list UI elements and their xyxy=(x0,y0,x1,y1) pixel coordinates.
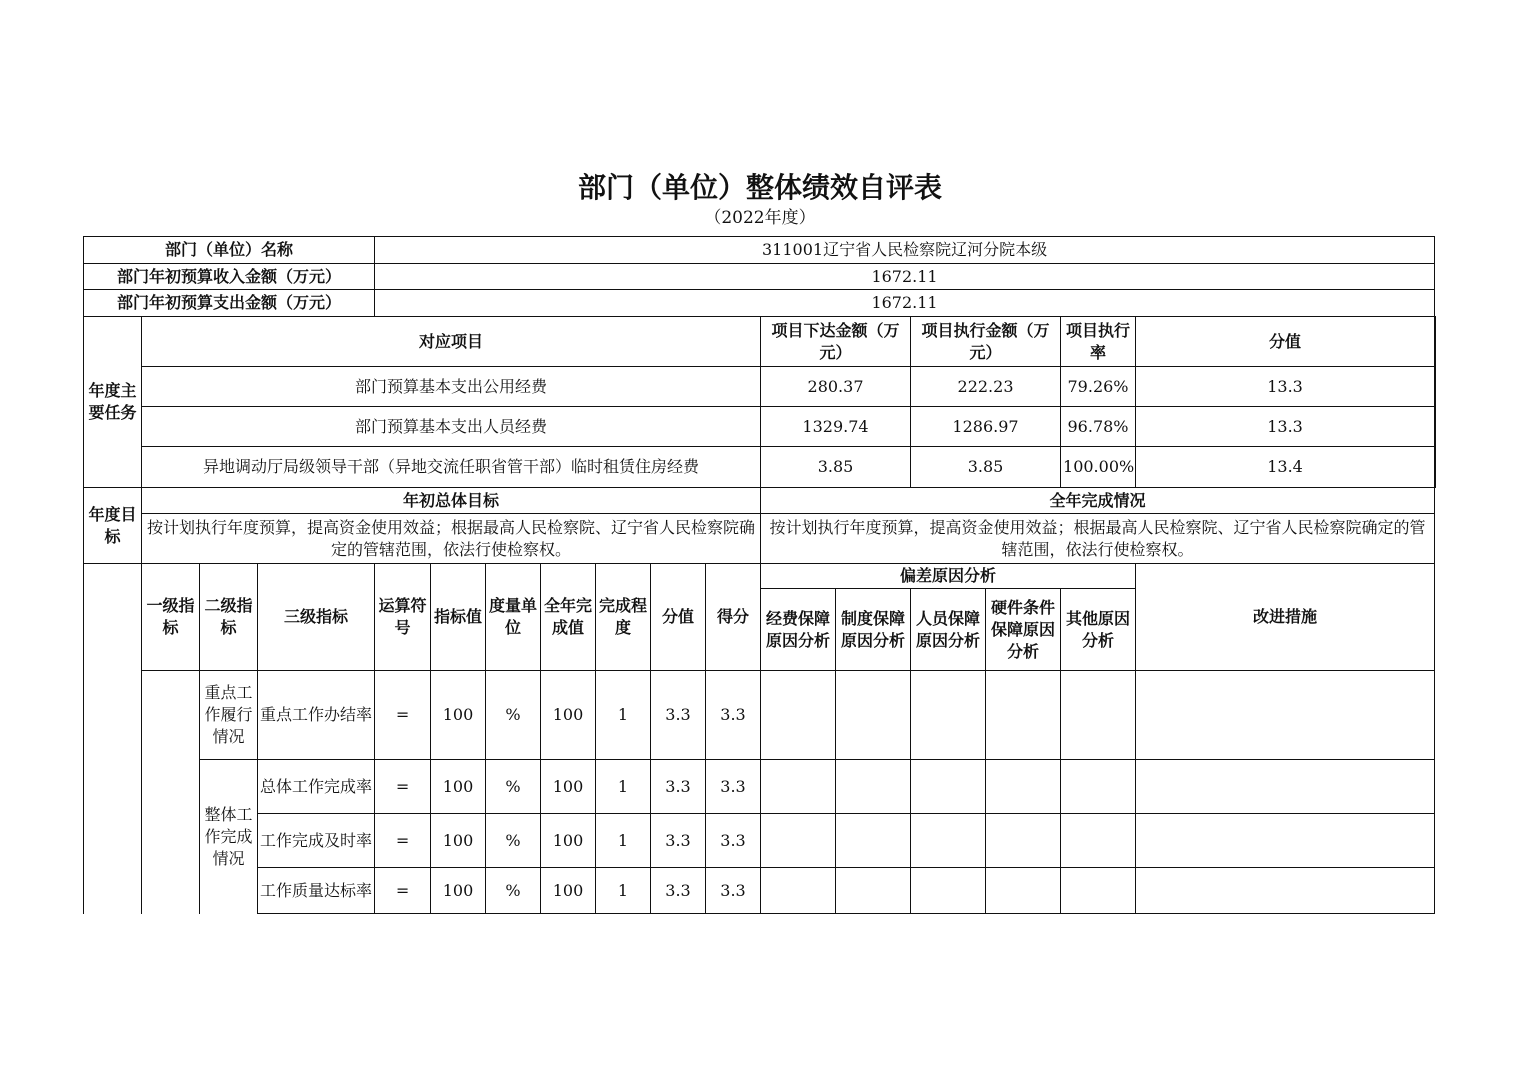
tasks-header-item: 对应项目 xyxy=(142,317,761,367)
task-name: 异地调动厅局级领导干部（异地交流任职省管干部）临时租赁住房经费 xyxy=(142,447,761,488)
level1-cell xyxy=(142,671,200,914)
indicator-unit: % xyxy=(486,760,541,814)
dev-funds-cell xyxy=(761,760,836,814)
dev-system-cell xyxy=(836,760,911,814)
indicator-name: 总体工作完成率 xyxy=(258,760,375,814)
header-level2: 二级指标 xyxy=(200,564,258,671)
task-executed: 222.23 xyxy=(911,367,1061,407)
task-executed: 1286.97 xyxy=(911,407,1061,447)
indicator-degree: 1 xyxy=(596,814,651,868)
table-row xyxy=(84,814,1436,868)
indicator-score: 3.3 xyxy=(651,760,706,814)
tasks-section-text: 年度主要任务 xyxy=(88,381,137,422)
task-name: 部门预算基本支出人员经费 xyxy=(142,407,761,447)
header-degree: 完成程度 xyxy=(596,564,651,671)
goals-section-label: 年度目标 xyxy=(84,488,142,564)
table-row xyxy=(84,447,1436,488)
dev-system-cell xyxy=(836,671,911,760)
dev-hardware-cell xyxy=(986,868,1061,914)
unit-name-value: 311001辽宁省人民检察院辽河分院本级 xyxy=(375,237,1435,264)
indicator-op: = xyxy=(375,671,431,760)
header-unit: 度量单位 xyxy=(486,564,541,671)
dev-staff-cell xyxy=(911,868,986,914)
header-level1: 一级指标 xyxy=(142,564,200,671)
tasks-header-got xyxy=(1435,317,1436,367)
level2-group2: 整体工作完成情况 xyxy=(200,760,258,914)
expense-label: 部门年初预算支出金额（万元） xyxy=(84,290,375,317)
indicator-unit: % xyxy=(486,814,541,868)
header-actual: 全年完成值 xyxy=(541,564,596,671)
task-score: 13.3 xyxy=(1136,367,1435,407)
dev-other-cell xyxy=(1061,868,1136,914)
goals-initial-text: 按计划执行年度预算，提高资金使用效益；根据最高人民检察院、辽宁省人民检察院确定的管辖范围，依法行使检察权。 xyxy=(142,514,761,564)
dev-other-cell xyxy=(1061,814,1136,868)
indicator-op: = xyxy=(375,868,431,914)
tasks-header-executed: 项目执行金额（万元） xyxy=(911,317,1061,367)
indicator-got: 3.3 xyxy=(706,868,761,914)
indicator-target: 100 xyxy=(431,671,486,760)
task-rate: 96.78% xyxy=(1061,407,1136,447)
indicator-degree: 1 xyxy=(596,671,651,760)
indicator-name: 工作质量达标率 xyxy=(258,868,375,914)
dev-system-cell xyxy=(836,868,911,914)
improve-cell xyxy=(1136,760,1435,814)
task-executed: 3.85 xyxy=(911,447,1061,488)
task-got xyxy=(1435,367,1436,407)
indicator-got: 3.3 xyxy=(706,760,761,814)
header-dev-other: 其他原因分析 xyxy=(1061,589,1136,671)
task-score: 13.3 xyxy=(1136,407,1435,447)
dev-staff-cell xyxy=(911,671,986,760)
improve-cell xyxy=(1136,868,1435,914)
task-rate: 79.26% xyxy=(1061,367,1136,407)
indicator-target: 100 xyxy=(431,760,486,814)
header-level3: 三级指标 xyxy=(258,564,375,671)
indicator-got: 3.3 xyxy=(706,671,761,760)
header-improve: 改进措施 xyxy=(1136,564,1435,671)
header-operator: 运算符号 xyxy=(375,564,431,671)
indicator-target: 100 xyxy=(431,814,486,868)
header-got: 得分 xyxy=(706,564,761,671)
table-row xyxy=(84,671,1436,760)
goals-result-text: 按计划执行年度预算，提高资金使用效益；根据最高人民检察院、辽宁省人民检察院确定的管辖范围，依法行使检察权。 xyxy=(761,514,1435,564)
page-title: 部门（单位）整体绩效自评表 xyxy=(577,171,942,204)
page-subtitle: （2022年度） xyxy=(704,208,816,228)
header-score: 分值 xyxy=(651,564,706,671)
table-row xyxy=(84,868,1436,914)
dev-system-cell xyxy=(836,814,911,868)
expense-value: 1672.11 xyxy=(375,290,1435,317)
task-score: 13.4 xyxy=(1136,447,1435,488)
tasks-header-allocated: 项目下达金额（万元） xyxy=(761,317,911,367)
indicator-got: 3.3 xyxy=(706,814,761,868)
indicator-score: 3.3 xyxy=(651,814,706,868)
dev-hardware-cell xyxy=(986,671,1061,760)
indicator-degree: 1 xyxy=(596,868,651,914)
header-deviation: 偏差原因分析 xyxy=(761,564,1136,589)
unit-name-label: 部门（单位）名称 xyxy=(84,237,375,264)
indicator-actual: 100 xyxy=(541,671,596,760)
dev-funds-cell xyxy=(761,868,836,914)
dev-funds-cell xyxy=(761,671,836,760)
task-allocated: 3.85 xyxy=(761,447,911,488)
tasks-header-rate: 项目执行率 xyxy=(1061,317,1136,367)
improve-cell xyxy=(1136,814,1435,868)
tasks-section-label xyxy=(84,317,142,488)
goals-result-header: 全年完成情况 xyxy=(761,488,1435,514)
indicator-op: = xyxy=(375,760,431,814)
improve-cell xyxy=(1136,671,1435,760)
header-dev-system: 制度保障原因分析 xyxy=(836,589,911,671)
dev-other-cell xyxy=(1061,760,1136,814)
indicator-actual: 100 xyxy=(541,760,596,814)
indicator-actual: 100 xyxy=(541,814,596,868)
table-row xyxy=(84,367,1436,407)
task-name: 部门预算基本支出公用经费 xyxy=(142,367,761,407)
header-target: 指标值 xyxy=(431,564,486,671)
indicator-name: 工作完成及时率 xyxy=(258,814,375,868)
dev-funds-cell xyxy=(761,814,836,868)
indicator-score: 3.3 xyxy=(651,868,706,914)
tasks-header-score: 分值 xyxy=(1136,317,1435,367)
indicator-degree: 1 xyxy=(596,760,651,814)
header-dev-funds: 经费保障原因分析 xyxy=(761,589,836,671)
task-got xyxy=(1435,447,1436,488)
level2-group1: 重点工作履行情况 xyxy=(200,671,258,760)
indicator-unit: % xyxy=(486,671,541,760)
dev-staff-cell xyxy=(911,760,986,814)
table-row xyxy=(84,407,1436,447)
income-label: 部门年初预算收入金额（万元） xyxy=(84,264,375,290)
table-row xyxy=(84,760,1436,814)
task-allocated: 1329.74 xyxy=(761,407,911,447)
income-value: 1672.11 xyxy=(375,264,1435,290)
indicator-unit: % xyxy=(486,868,541,914)
indicators-section-cell xyxy=(84,564,142,914)
indicator-op: = xyxy=(375,814,431,868)
goals-initial-header: 年初总体目标 xyxy=(142,488,761,514)
task-got xyxy=(1435,407,1436,447)
indicator-name: 重点工作办结率 xyxy=(258,671,375,760)
indicator-actual: 100 xyxy=(541,868,596,914)
indicator-score: 3.3 xyxy=(651,671,706,760)
task-allocated: 280.37 xyxy=(761,367,911,407)
task-rate: 100.00% xyxy=(1061,447,1136,488)
dev-hardware-cell xyxy=(986,760,1061,814)
dev-hardware-cell xyxy=(986,814,1061,868)
dev-staff-cell xyxy=(911,814,986,868)
indicator-target: 100 xyxy=(431,868,486,914)
evaluation-table xyxy=(83,236,1436,914)
header-dev-hardware: 硬件条件保障原因分析 xyxy=(986,589,1061,671)
dev-other-cell xyxy=(1061,671,1136,760)
header-dev-staff: 人员保障原因分析 xyxy=(911,589,986,671)
